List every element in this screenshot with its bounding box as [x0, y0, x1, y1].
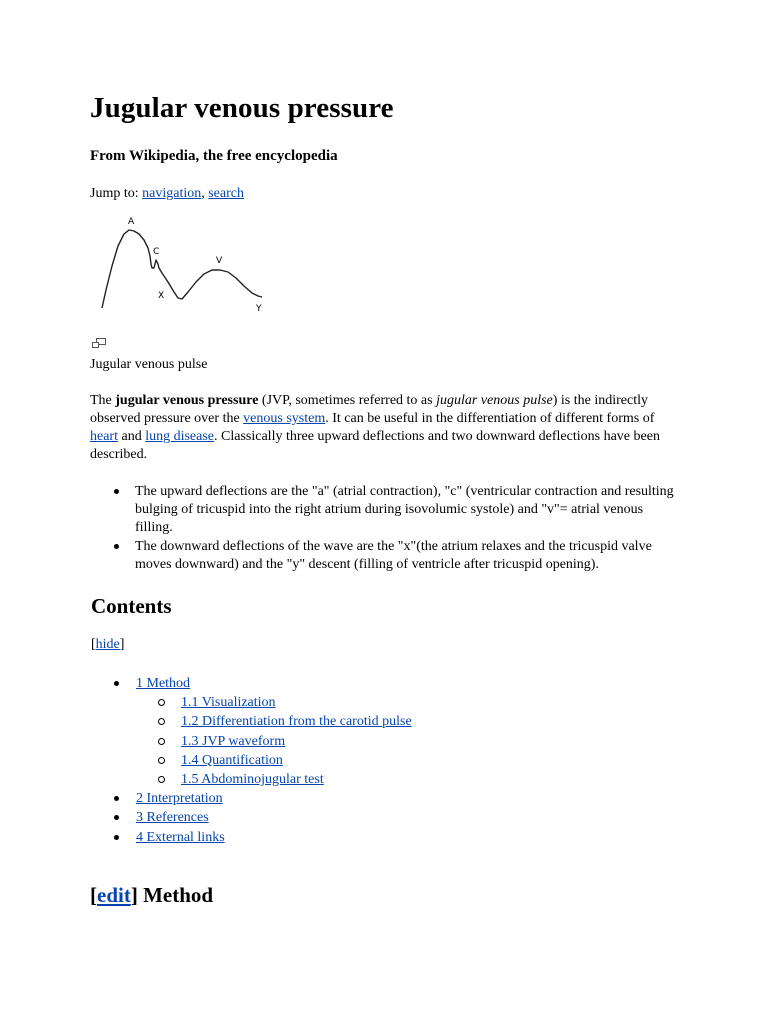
- intro-text: ) is the indirectly observed pressure over the: [90, 393, 649, 426]
- toc-link[interactable]: 1.5 Abdominojugular test: [181, 772, 324, 788]
- page-title: Jugular venous pressure: [90, 92, 394, 124]
- figure-caption: Jugular venous pulse: [90, 357, 208, 372]
- toc-item-visualization: [90, 693, 412, 712]
- edit-bracket-open: [: [90, 883, 97, 907]
- toc-bracket-close: ]: [119, 637, 125, 652]
- edit-section-link[interactable]: edit: [97, 883, 131, 907]
- toc-link[interactable]: 3 References: [136, 810, 209, 826]
- jump-to-bar: [90, 186, 244, 202]
- intro-text: (JVP, sometimes referred to as: [258, 393, 437, 408]
- list-item: The upward deflections are the "a" (atrial contraction), "c" (ventricular contraction and resulting bulging of tricuspid into the right atrium during isovolumic systole) and "v"= atrial venous filling.: [90, 483, 680, 537]
- toc-item-differentiation: [90, 712, 412, 731]
- toc-hide-link[interactable]: hide: [95, 637, 120, 652]
- toc-link[interactable]: 1.1 Visualization: [181, 695, 276, 711]
- heart-link[interactable]: heart: [90, 429, 118, 444]
- jump-search-link[interactable]: search: [208, 186, 244, 201]
- toc-link[interactable]: 1.3 JVP waveform: [181, 733, 286, 749]
- toc-bracket-open: [: [91, 637, 96, 652]
- intro-paragraph: [90, 392, 670, 464]
- toc-item-external-links: [90, 828, 412, 847]
- intro-text: and: [117, 429, 146, 444]
- table-of-contents: [90, 674, 412, 847]
- toc-title: Contents: [91, 594, 172, 618]
- toc-item-references: [90, 808, 412, 827]
- toc-item-waveform: [90, 732, 412, 751]
- toc-item-quantification: [90, 751, 412, 770]
- deflection-list: [90, 483, 680, 575]
- toc-link[interactable]: 1.4 Quantification: [181, 752, 283, 768]
- jump-separator: ,: [201, 186, 209, 201]
- toc-link[interactable]: 4 External links: [136, 829, 225, 845]
- intro-text: The: [90, 393, 116, 408]
- wave-label-y: Y: [256, 304, 262, 314]
- list-item: The downward deflections of the wave are the "x"(the atrium relaxes and the tricuspid valve moves downward) and the "y" descent (filling of ventricle after tricuspid opening).: [90, 538, 680, 574]
- toc-toggle: [91, 637, 124, 653]
- wave-label-a: A: [128, 217, 135, 227]
- jvp-waveform-line: [102, 230, 262, 308]
- venous-system-link[interactable]: venous system: [243, 411, 326, 426]
- lung-disease-link[interactable]: lung disease: [145, 429, 215, 444]
- jump-to-label: Jump to:: [90, 186, 143, 201]
- jvp-waveform-image[interactable]: [92, 212, 272, 322]
- wave-label-v: V: [216, 256, 223, 266]
- intro-bold-term: jugular venous pressure: [115, 393, 259, 408]
- toc-item-abdominojugular: [90, 770, 412, 789]
- site-subtitle: From Wikipedia, the free encyclopedia: [90, 148, 338, 164]
- wave-label-x: X: [158, 291, 165, 301]
- intro-text: . Classically three upward deflections and two downward deflections have been described.: [90, 429, 660, 462]
- toc-item-method: [90, 674, 412, 693]
- section-title: Method: [137, 883, 214, 907]
- toc-link[interactable]: 1 Method: [136, 676, 191, 691]
- intro-italic-term: jugular venous pulse: [436, 393, 553, 408]
- edit-bracket-close: ]: [130, 883, 138, 907]
- toc-link[interactable]: 2 Interpretation: [136, 791, 223, 807]
- jump-navigation-link[interactable]: navigation: [142, 186, 202, 201]
- toc-link[interactable]: 1.2 Differentiation from the carotid pulse: [181, 714, 412, 730]
- magnify-clip-icon[interactable]: [92, 337, 106, 349]
- section-heading-method: [90, 883, 213, 908]
- toc-item-interpretation: [90, 789, 412, 808]
- wave-label-c: C: [153, 247, 160, 257]
- intro-text: . It can be useful in the differentiation of different forms of: [325, 411, 655, 426]
